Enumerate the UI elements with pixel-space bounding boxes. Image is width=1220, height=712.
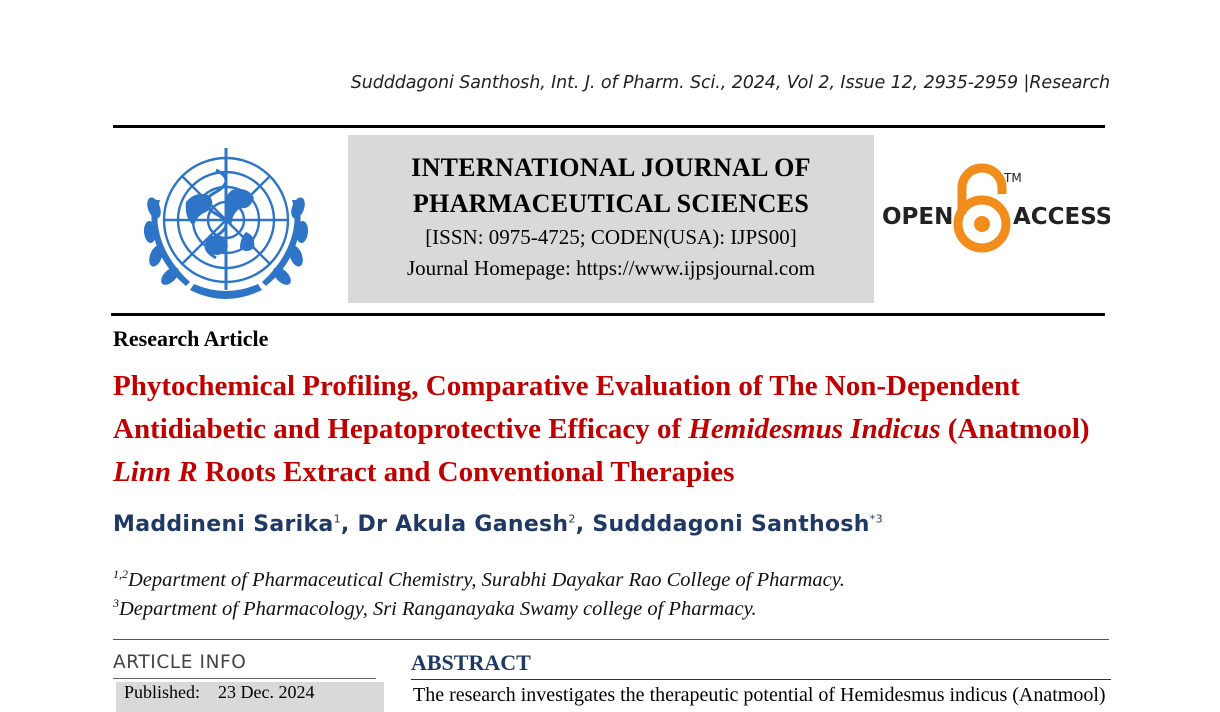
header-bottom-rule <box>111 313 1105 316</box>
journal-title-line2: PHARMACEUTICAL SCIENCES <box>412 189 810 218</box>
journal-masthead <box>348 135 874 303</box>
author-name: Maddineni Sarika <box>113 512 334 537</box>
open-access-badge <box>878 162 1110 254</box>
running-head: Sudddagoni Santhosh, Int. J. of Pharm. Sci., 2024, Vol 2, Issue 12, 2935-2959 |Research <box>350 73 1110 93</box>
author-separator: , <box>340 512 358 537</box>
open-access-lock-icon <box>878 162 1110 254</box>
open-access-tm: TM <box>1004 171 1022 185</box>
article-title <box>113 365 1103 494</box>
open-access-right-word: ACCESS <box>1013 204 1110 230</box>
journal-issn: [ISSN: 0975-4725; CODEN(USA): IJPS00] <box>425 225 797 249</box>
article-info-rule <box>113 678 376 679</box>
author-affil-mark: 1 <box>333 512 341 526</box>
affiliation-text: Department of Pharmaceutical Chemistry, Surabhi Dayakar Rao College of Pharmacy. <box>128 568 845 591</box>
title-authority: Linn R <box>113 456 198 488</box>
author-name: Sudddagoni Santhosh <box>592 512 870 537</box>
title-part1: Phytochemical Profiling, Comparative Evaluation of The Non-Dependent Antidiabetic and Hepatoprotective Efficacy of <box>113 370 1020 445</box>
article-type: Research Article <box>113 326 269 351</box>
author-name: Dr Akula Ganesh <box>357 512 569 537</box>
section-divider <box>113 639 1109 640</box>
abstract-rule <box>411 679 1111 680</box>
published-label: Published: <box>124 682 201 702</box>
author-list <box>113 512 883 537</box>
journal-title-line1: INTERNATIONAL JOURNAL OF <box>411 153 811 182</box>
un-emblem-icon <box>128 140 324 306</box>
affiliation-mark: 1,2 <box>113 567 128 581</box>
author-separator: , <box>575 512 593 537</box>
journal-homepage[interactable]: Journal Homepage: https://www.ijpsjournal.com <box>406 256 816 280</box>
title-part2: (Anatmool) <box>940 413 1090 445</box>
affiliation <box>113 567 845 592</box>
journal-logo <box>128 140 324 306</box>
published-value: 23 Dec. 2024 <box>218 682 315 702</box>
affiliation-mark: 3 <box>113 596 119 610</box>
title-species: Hemidesmus Indicus <box>688 413 941 445</box>
open-access-left-word: OPEN <box>882 204 954 230</box>
article-info-heading: ARTICLE INFO <box>113 652 247 673</box>
published-date <box>116 682 384 712</box>
affiliation-text: Department of Pharmacology, Sri Ranganayaka Swamy college of Pharmacy. <box>119 597 757 620</box>
abstract-heading: ABSTRACT <box>411 650 531 675</box>
author-affil-mark: *3 <box>869 512 883 526</box>
title-part3: Roots Extract and Conventional Therapies <box>197 456 735 488</box>
affiliation <box>113 596 757 621</box>
author-affil-mark: 2 <box>568 512 576 526</box>
abstract-text: The research investigates the therapeutic potential of Hemidesmus indicus (Anatmool) <box>413 684 1106 706</box>
header-top-rule <box>113 125 1105 128</box>
